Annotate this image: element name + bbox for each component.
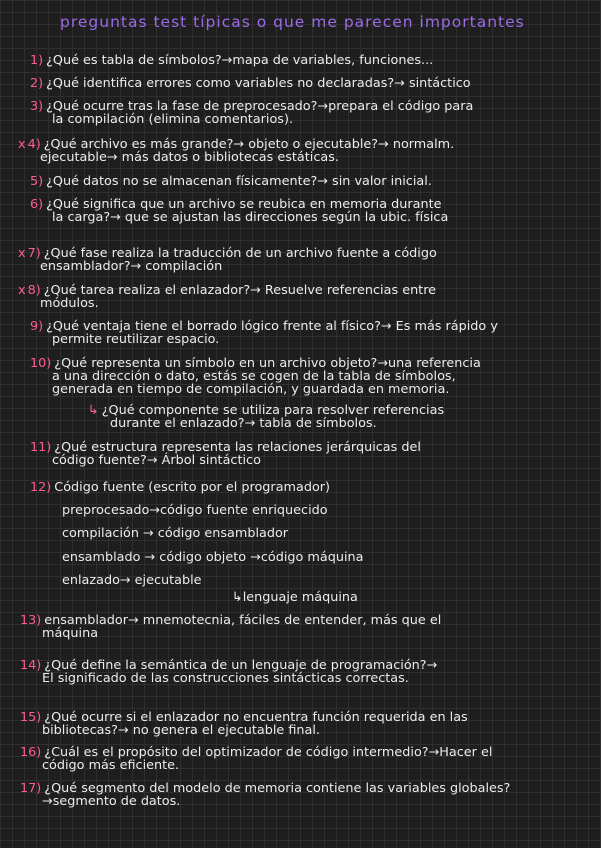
question-item (62, 528, 562, 540)
question-text: ¿Qué componente se utiliza para resolver referencias (101, 403, 445, 418)
question-item (30, 358, 595, 396)
note-line (20, 796, 590, 808)
note-line (62, 505, 562, 517)
question-text: ensamblado → código objeto →código máquina (62, 550, 364, 565)
note-line (30, 78, 590, 90)
note-line (30, 455, 590, 467)
question-text: ensamblador→ mnemotecnia, fáciles de entender, más que el (44, 613, 442, 628)
note-line (232, 592, 532, 604)
question-text: ¿Qué ocurre si el enlazador no encuentra función requerida en las (44, 710, 468, 725)
question-text: bibliotecas?→ no genera el ejecutable final. (42, 723, 320, 738)
note-line (30, 482, 590, 494)
note-line (62, 528, 562, 540)
cross-mark: x (18, 246, 26, 261)
question-text: la carga?→ que se ajustan las direcciones según la ubic. física (52, 210, 449, 225)
question-item (20, 660, 585, 685)
note-line (62, 575, 562, 587)
note-line (30, 212, 595, 224)
question-item (30, 442, 590, 467)
note-line (30, 55, 590, 67)
note-line (88, 418, 568, 430)
page-title: preguntas test típicas o que me parecen importantes (60, 13, 525, 31)
note-line (30, 334, 595, 346)
question-text: enlazado→ ejecutable (62, 573, 202, 588)
question-number: 9) (30, 319, 44, 334)
note-line (62, 552, 582, 564)
question-item (20, 615, 590, 640)
question-text: permite reutilizar espacio. (52, 332, 220, 347)
question-text: ¿Qué es tabla de símbolos?→mapa de variables, funciones... (46, 53, 434, 68)
note-line (30, 114, 595, 126)
note-line (18, 261, 593, 273)
question-item (62, 575, 562, 587)
question-number: ↳ (88, 403, 99, 418)
question-number: 3) (30, 99, 44, 114)
question-item (30, 101, 595, 126)
question-item (18, 139, 593, 164)
question-item (62, 552, 582, 564)
question-text: ejecutable→ más datos o bibliotecas estáticas. (40, 150, 339, 165)
question-text: ¿Qué representa un símbolo en un archivo objeto?→una referencia (54, 356, 481, 371)
question-text: ¿Qué fase realiza la traducción de un archivo fuente a código (43, 246, 437, 261)
note-line (20, 628, 590, 640)
question-number: 6) (30, 197, 44, 212)
question-text: ¿Qué estructura representa las relaciones jerárquicas del (54, 440, 421, 455)
question-text: módulos. (40, 296, 99, 311)
note-line (18, 298, 593, 310)
question-item (30, 321, 595, 346)
question-number: 7) (27, 246, 41, 261)
question-number: 11) (30, 440, 52, 455)
question-item (232, 592, 532, 604)
note-line (30, 384, 595, 396)
note-line (20, 725, 585, 737)
question-number: 16) (20, 745, 42, 760)
question-text: Código fuente (escrito por el programador) (54, 480, 331, 495)
question-number: 13) (20, 613, 42, 628)
question-number: 2) (30, 76, 44, 91)
question-text: compilación → código ensamblador (62, 526, 289, 541)
note-line (20, 673, 585, 685)
note-line (18, 285, 593, 297)
question-number: 12) (30, 480, 52, 495)
question-text: →segmento de datos. (42, 794, 181, 809)
question-text: generada en tiempo de compilación, y guardada en memoria. (52, 382, 450, 397)
question-item (30, 55, 590, 67)
question-text: El significado de las construcciones sintácticas correctas. (42, 671, 409, 686)
question-text: ¿Cuál es el propósito del optimizador de código intermedio?→Hacer el (44, 745, 493, 760)
question-text: ¿Qué archivo es más grande?→ objeto o ejecutable?→ normalm. (43, 137, 455, 152)
question-text: preprocesado→código fuente enriquecido (62, 503, 328, 518)
question-text: ¿Qué ocurre tras la fase de preprocesado?→prepara el código para (46, 99, 474, 114)
question-text: ¿Qué define la semántica de un lenguaje de programación?→ (44, 658, 438, 673)
question-number: 10) (30, 356, 52, 371)
question-item (30, 199, 595, 224)
question-number: 14) (20, 658, 42, 673)
question-text: ¿Qué tarea realiza el enlazador?→ Resuelve referencias entre (43, 283, 437, 298)
question-item (88, 405, 568, 430)
question-number: 1) (30, 53, 44, 68)
question-item (18, 285, 593, 310)
question-text: ensamblador?→ compilación (40, 259, 223, 274)
question-number: 8) (27, 283, 41, 298)
question-item (62, 505, 562, 517)
question-text: código fuente?→ Árbol sintáctico (52, 453, 261, 468)
cross-mark: x (18, 137, 26, 152)
question-number: 5) (30, 174, 44, 189)
question-item (30, 78, 590, 90)
question-number: 17) (20, 781, 42, 796)
question-item (18, 248, 593, 273)
question-text: ¿Qué identifica errores como variables no declaradas?→ sintáctico (46, 76, 471, 91)
note-line (20, 760, 590, 772)
question-text: código más eficiente. (42, 758, 180, 773)
question-text: a una dirección o dato, estás se cogen de la tabla de símbolos, (52, 369, 456, 384)
question-text: la compilación (elimina comentarios). (52, 112, 294, 127)
question-item (20, 712, 585, 737)
question-text: ¿Qué datos no se almacenan físicamente?→ sin valor inicial. (46, 174, 432, 189)
question-item (20, 747, 590, 772)
question-item (20, 783, 590, 808)
note-line (30, 176, 590, 188)
question-text: durante el enlazado?→ tabla de símbolos. (110, 416, 377, 431)
note-line (18, 152, 593, 164)
question-text: ↳lenguaje máquina (232, 590, 358, 605)
question-number: 4) (27, 137, 41, 152)
question-text: ¿Qué ventaja tiene el borrado lógico frente al físico?→ Es más rápido y (46, 319, 498, 334)
question-number: 15) (20, 710, 42, 725)
question-item (30, 176, 590, 188)
question-item (30, 482, 590, 494)
question-text: ¿Qué segmento del modelo de memoria contiene las variables globales? (44, 781, 511, 796)
question-text: máquina (42, 626, 99, 641)
note-line (20, 615, 590, 627)
cross-mark: x (18, 283, 26, 298)
question-text: ¿Qué significa que un archivo se reubica en memoria durante (46, 197, 442, 212)
